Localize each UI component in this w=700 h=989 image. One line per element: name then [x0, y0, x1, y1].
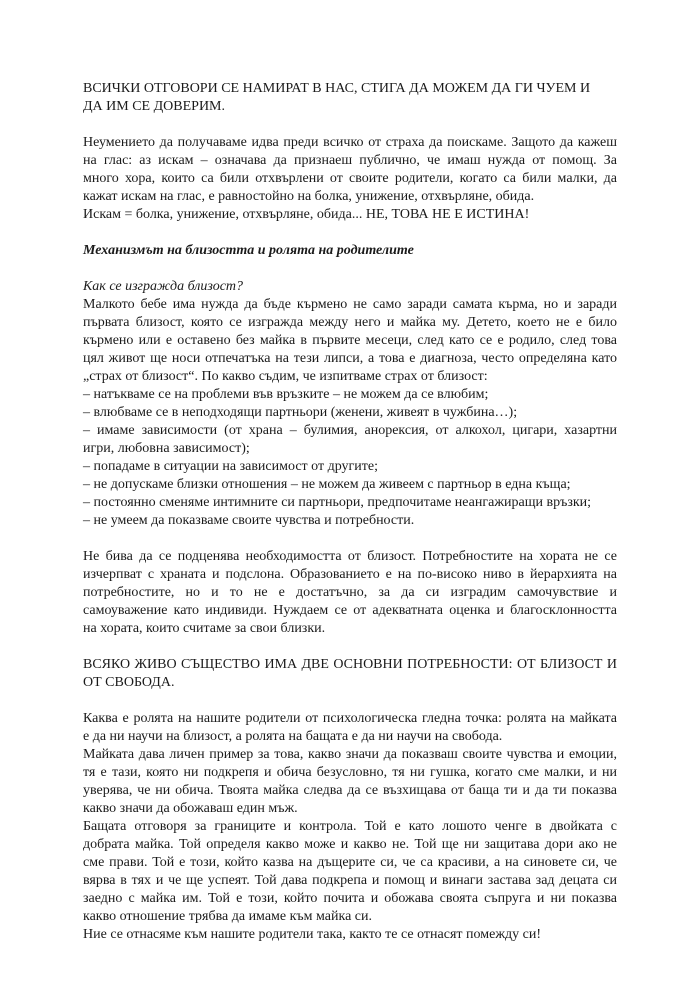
list-item: – не допускаме близки отношения – не можем да живеем с партньор в една къща; [83, 477, 571, 492]
list-item: – постоянно сменяме интимните си партньори, предпочитаме неангажиращи връзки; [83, 495, 592, 510]
text-line: цял живот ще носи отпечатъка на тези липси, а това е диагноза, често определяна като [83, 351, 617, 366]
list-item: – попадаме в ситуации на зависимост от другите; [83, 459, 378, 474]
text-line: на глас: аз искам – означава да признаеш публично, че имаш нужда от помощ. За [83, 153, 617, 168]
heading-answers-within [83, 80, 617, 116]
heading-line: ВСИЧКИ ОТГОВОРИ СЕ НАМИРАТ В НАС, СТИГА ДА МОЖЕМ ДА ГИ ЧУЕМ И [83, 81, 591, 96]
text-line: Малкото бебе има нужда да бъде кърмено не само заради самата кърма, но и заради [83, 297, 617, 312]
paragraph-closeness [83, 296, 617, 386]
text-line: какво значи да обожаваш един мъж. [83, 801, 298, 816]
text-line: много хора, които са били отхвърлени от своите родители, когато са били малки, да [83, 171, 617, 186]
text-line: какво отношение трябва да имаме към майка си. [83, 909, 372, 924]
text-line: Искам = болка, унижение, отхвърляне, обида... НЕ, ТОВА НЕ Е ИСТИНА! [83, 207, 530, 222]
paragraph-need-of-closeness [83, 548, 617, 638]
list-item: – натъкваме се на проблеми във връзките – не можем да се влюбим; [83, 387, 489, 402]
text-line: Бащата отговоря за границите и контрола. Той е като лошото ченге в двойката с [83, 819, 617, 834]
text-line: добрата майка. Той определя какво може и какво не. Той ще ни защитава дори ако не [83, 837, 617, 852]
paragraph-mother [83, 746, 617, 818]
paragraph-parents-role [83, 710, 617, 746]
text-line: е да ни научи на близост, а ролята на бащата е да ни научи на свобода. [83, 729, 503, 744]
text-line: изчерпват с храната и подслона. Образованието е на по-високо ниво в йерархията на [83, 567, 617, 582]
list-item: – влюбваме се в неподходящи партньори (женени, живеят в чужбина…); [83, 405, 518, 420]
list-item: игри, любовна зависимост); [83, 441, 250, 456]
text-line: „страх от близост“. По какво съдим, че изпитваме страх от близост: [83, 369, 488, 384]
text-line: потребностите, но и то не е достатъчно, за да си изградим самочувствие и [83, 585, 617, 600]
paragraph-father [83, 818, 617, 926]
text-line: Ние се отнасяме към нашите родители така, както те се отнасят помежду си! [83, 927, 541, 942]
section-question: Как се изгражда близост? [83, 279, 244, 294]
text-line: кърмено или е оставено без майка в първите месеци, след като се е родило, след това [83, 333, 617, 348]
heading-two-needs [83, 656, 617, 692]
text-line: уверява, че ни обича. Твоята майка следва да се възхищава от баща ти и да ти показва [83, 783, 617, 798]
list-item: – имаме зависимости (от храна – булимия, анорексия, от алкохол, цигари, хазартни [83, 423, 617, 438]
paragraph-closing [83, 926, 617, 944]
text-line: Неумението да получаваме идва преди всичко от страха да поискаме. Защото да кажеш [83, 135, 617, 150]
list-item: – не умеем да показваме своите чувства и потребности. [83, 513, 415, 528]
paragraph-fear-of-asking [83, 134, 617, 224]
text-line: заедно с майка им. Той е този, който почита и обожава своята съпруга и ни показва [83, 891, 617, 906]
heading-line: ВСЯКО ЖИВО СЪЩЕСТВО ИМА ДВЕ ОСНОВНИ ПОТРЕБНОСТИ: ОТ БЛИЗОСТ И [83, 657, 617, 672]
heading-line: ОТ СВОБОДА. [83, 675, 175, 690]
text-line: самоуважение като индивиди. Нуждаем се от адекватната оценка и благосклонността [83, 603, 617, 618]
heading-line: ДА ИМ СЕ ДОВЕРИМ. [83, 99, 226, 114]
text-line: Майката дава личен пример за това, какво значи да показваш своите чувства и емоции, [83, 747, 617, 762]
text-line: кажат искам на глас, е равностойно на болка, унижение, отхвърляне, обида. [83, 189, 535, 204]
text-line: на хората, които считаме за свои близки. [83, 621, 326, 636]
section-title: Механизмът на близостта и ролята на родителите [83, 243, 414, 258]
text-line: сме прави. Той е този, който казва на дъщерите си, че са красиви, а на синовете си, че [83, 855, 617, 870]
document-page [83, 80, 617, 944]
text-line: вярва в тях и че ще успеят. Той дава подкрепа и помощ и винаги застава зад децата си [83, 873, 617, 888]
text-line: Каква е ролята на нашите родители от психологическа гледна точка: ролята на майката [83, 711, 617, 726]
list-fear-signs [83, 386, 617, 530]
text-line: Не бива да се подценява необходимостта от близост. Потребностите на хората не се [83, 549, 617, 564]
text-line: първата близост, която се изгражда между него и майка му. Детето, което не е било [83, 315, 617, 330]
text-line: тя е тази, която ни подкрепя и обича безусловно, тя ни гушка, когато сме малки, и ни [83, 765, 617, 780]
